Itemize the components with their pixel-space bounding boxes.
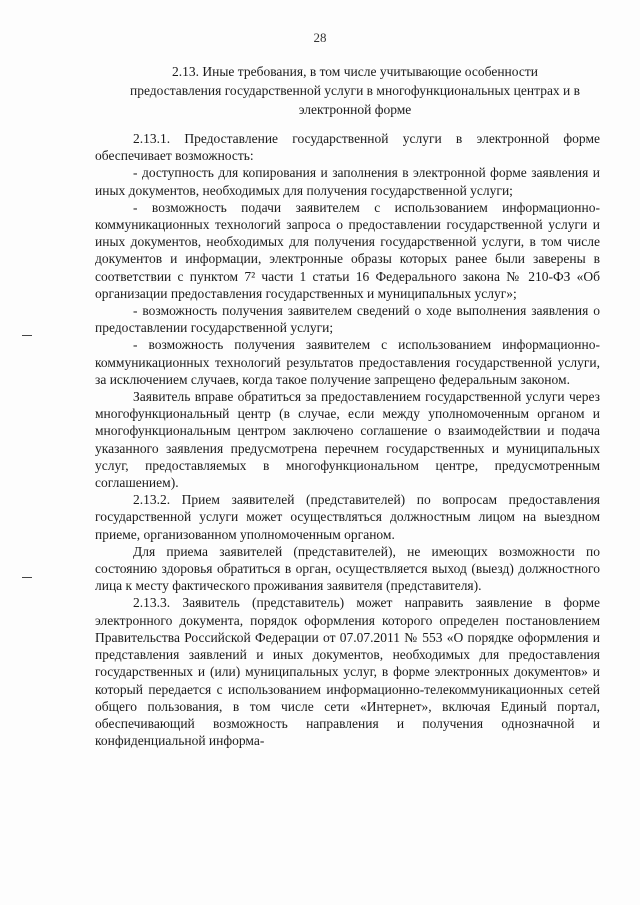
paragraph: Для приема заявителей (представителей), не имеющих возможности по состоянию здоровья обратиться в орган, осуществляется выход (выезд) должностного лица к месту фактического проживания заявителя (представителя). (95, 543, 600, 594)
list-item: - возможность подачи заявителем с использованием информационно-коммуникационных технологий запроса о предоставлении государственной услуги и иных документов, необходимых для получения государственной услуги, в том числе документов и информации, электронные образы которых ранее были заверены в соответствии с пунктом 7² части 1 статьи 16 Федерального закона № 210-ФЗ «Об организации предоставления государственных и муниципальных услуг»; (95, 199, 600, 301)
list-item: - возможность получения заявителем сведений о ходе выполнения заявления о предоставлении государственной услуги; (95, 303, 600, 336)
paragraph: 2.13.3. Заявитель (представитель) может направить заявление в форме электронного документа, порядок оформления которого определен постановлением Правительства Российской Федерации от 07.07.2011 № 553 «О порядке оформления и представления заявлений и иных документов, необходимых для предоставления государственных и (или) муниципальных услуг, в форме электронных документов» и который передается с использованием информационно-телекоммуникационных сетей общего пользования, в том числе сети «Интернет», включая Единый портал, обеспечивающий возможность направления и получения однозначной и конфиденциальной информа- (95, 595, 600, 749)
page-number: 28 (313, 30, 327, 45)
paragraph: 2.13.1. Предоставление государственной услуги в электронной форме обеспечивает возможность: (95, 131, 600, 164)
paragraph: Заявитель вправе обратиться за предоставлением государственной услуги через многофункциональный центр (в случае, если между уполномоченным органом и многофункциональным центром заключено соглашение о взаимодействии и подача указанного заявления предусмотрена перечнем государственных и муниципальных услуг, предоставляемых в многофункциональном центре, предусмотренным соглашением). (95, 389, 600, 491)
scan-margin-mark (22, 577, 32, 578)
list-item: - возможность получения заявителем с использованием информационно-коммуникационных технологий результатов предоставления государственной услуги, за исключением случаев, когда такое получение запрещено федеральным законом. (95, 337, 600, 387)
section-heading: 2.13. Иные требования, в том числе учитывающие особенности предоставления государственной услуги в многофункциональных центрах и в электронной форме (129, 64, 581, 117)
scan-margin-mark (22, 335, 32, 336)
paragraph: 2.13.2. Прием заявителей (представителей) по вопросам предоставления государственной услуги может осуществляться должностным лицом на выездном приеме, организованном уполномоченным органом. (95, 492, 600, 542)
body-text (95, 130, 600, 749)
list-item: - доступность для копирования и заполнения в электронной форме заявления и иных документов, необходимых для получения государственной услуги; (95, 165, 600, 198)
